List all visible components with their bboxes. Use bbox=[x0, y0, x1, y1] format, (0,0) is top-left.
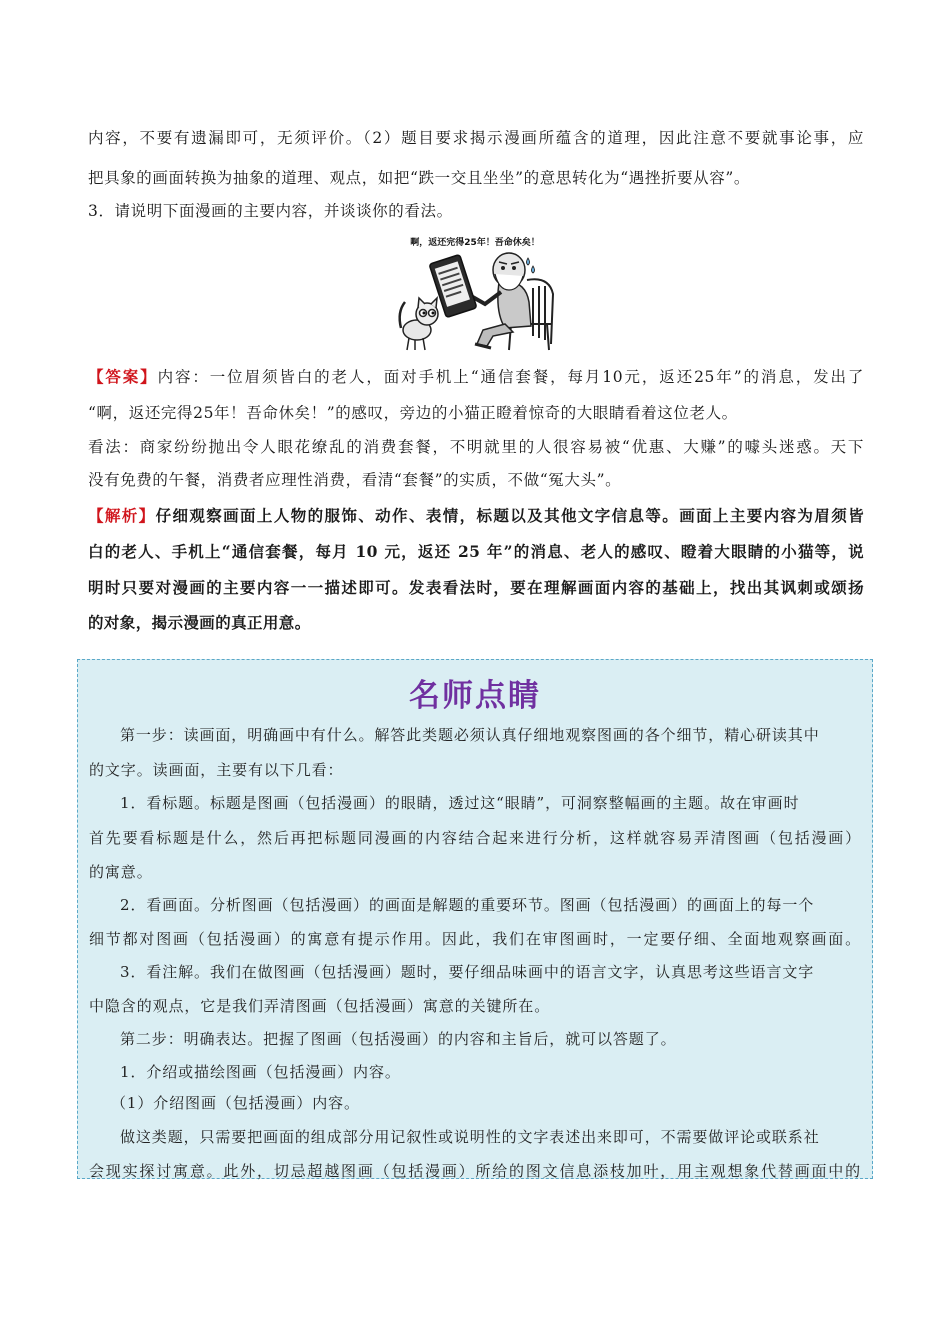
answer-line: 没有免费的午餐，消费者应理性消费，看清“套餐”的实质，不做“冤大头”。 bbox=[88, 471, 622, 489]
analysis-text: 仔细观察画面上人物的服饰、动作、表情，标题以及其他文字信息等。画面上主要内容为眉须皆 bbox=[155, 506, 864, 525]
tips-line: 首先要看标题是什么，然后再把标题同漫画的内容结合起来进行分析，这样就容易弄清图画（包括漫画） bbox=[89, 829, 861, 847]
tips-line: 会现实探讨寓意。此外，切忌超越图画（包括漫画）所给的图文信息添枝加叶，用主观想象代替画面中的 bbox=[89, 1162, 861, 1180]
cartoon-caption: 啊，返还完得25年！吾命休矣！ bbox=[410, 238, 540, 248]
analysis-line: 白的老人、手机上“通信套餐，每月 10 元，返还 25 年”的消息、老人的感叹、瞪着大眼睛的小猫等，说 bbox=[88, 542, 864, 561]
paragraph-line: 把具象的画面转换为抽象的道理、观点，如把“跌一交且坐坐”的意思转化为“遇挫折要从容”。 bbox=[88, 169, 750, 187]
paragraph-line: 内容，不要有遗漏即可，无须评价。（2）题目要求揭示漫画所蕴含的道理，因此注意不要就事论事，应 bbox=[88, 129, 864, 147]
analysis-line: 的对象，揭示漫画的真正用意。 bbox=[88, 613, 311, 632]
tips-line: 细节都对图画（包括漫画）的寓意有提示作用。因此，我们在审图画时，一定要仔细、全面地观察画面。 bbox=[89, 930, 861, 948]
tips-line: 中隐含的观点，它是我们弄清图画（包括漫画）寓意的关键所在。 bbox=[89, 997, 551, 1015]
answer-line bbox=[88, 366, 864, 388]
answer-line: “啊，返还完得25年！吾命休矣！”的感叹，旁边的小猫正瞪着惊奇的大眼睛看着这位老人。 bbox=[88, 404, 738, 422]
tips-box-title: 名师点睛 bbox=[409, 678, 541, 714]
tips-line: 1．看标题。标题是图画（包括漫画）的眼睛，透过这“眼睛”，可洞察整幅画的主题。故在审画时 bbox=[120, 794, 800, 812]
analysis-line bbox=[88, 505, 864, 527]
analysis-tag: 【解析】 bbox=[88, 506, 156, 525]
question-3: 3．请说明下面漫画的主要内容，并谈谈你的看法。 bbox=[88, 202, 453, 220]
tips-line: 3．看注解。我们在做图画（包括漫画）题时，要仔细品味画中的语言文字，认真思考这些语言文字 bbox=[120, 963, 815, 981]
answer-tag: 【答案】 bbox=[88, 367, 158, 386]
tips-line: 1．介绍或描绘图画（包括漫画）内容。 bbox=[120, 1063, 401, 1081]
analysis-line: 明时只要对漫画的主要内容一一描述即可。发表看法时，要在理解画面内容的基础上，找出其讽刺或颂扬 bbox=[88, 578, 864, 597]
tips-line: 的寓意。 bbox=[89, 863, 153, 881]
tips-line: 第一步：读画面，明确画中有什么。解答此类题必须认真仔细地观察图画的各个细节，精心研读其中 bbox=[120, 726, 820, 744]
tips-box bbox=[77, 659, 873, 1179]
answer-line: 看法：商家纷纷抛出令人眼花缭乱的消费套餐，不明就里的人很容易被“优惠、大赚”的噱头迷惑。天下 bbox=[88, 438, 864, 456]
cartoon-illustration bbox=[387, 232, 562, 354]
tips-line: 的文字。读画面，主要有以下几看： bbox=[89, 761, 344, 779]
tips-line: （1）介绍图画（包括漫画）内容。 bbox=[111, 1094, 360, 1112]
answer-text: 内容：一位眉须皆白的老人，面对手机上“通信套餐，每月10元，返还25年”的消息，发出了 bbox=[157, 368, 864, 386]
tips-line: 2．看画面。分析图画（包括漫画）的画面是解题的重要环节。图画（包括漫画）的画面上的每一个 bbox=[120, 896, 815, 914]
tips-line: 做这类题，只需要把画面的组成部分用记叙性或说明性的文字表述出来即可，不需要做评论或联系社 bbox=[120, 1128, 820, 1146]
tips-line: 第二步：明确表达。把握了图画（包括漫画）的内容和主旨后，就可以答题了。 bbox=[120, 1030, 677, 1048]
